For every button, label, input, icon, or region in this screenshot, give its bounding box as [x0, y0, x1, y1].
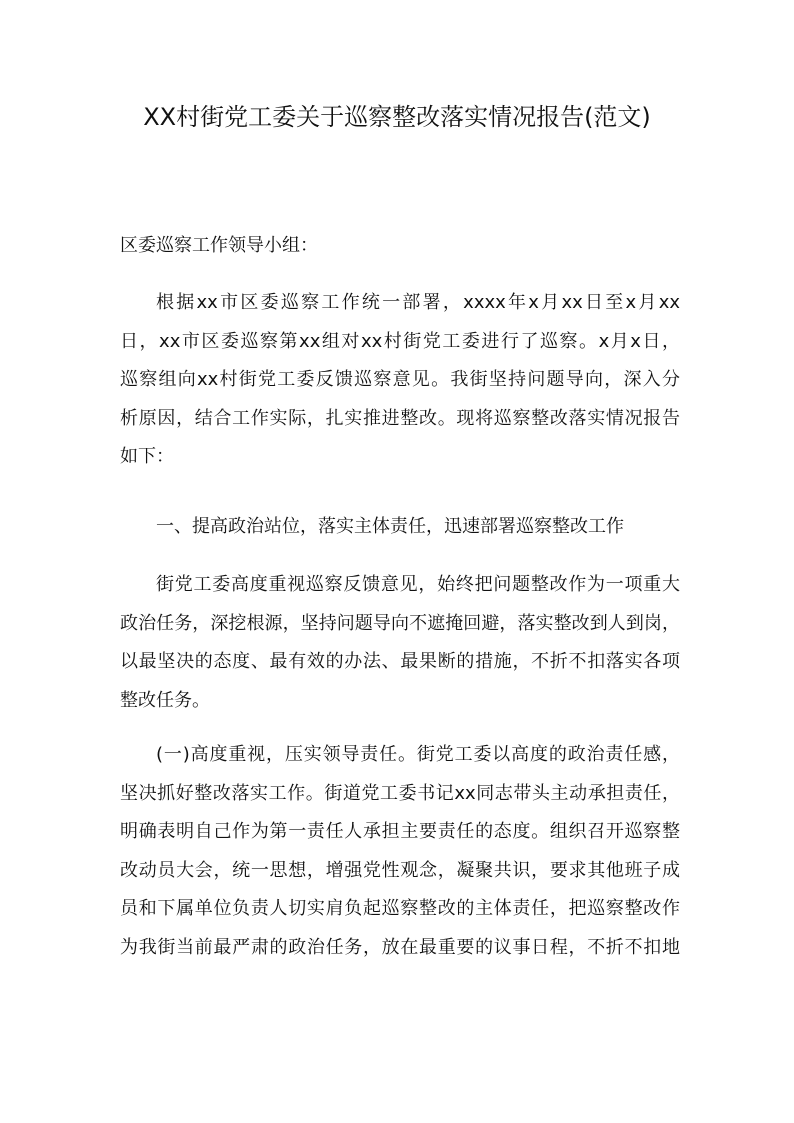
paragraph-section-1: [120, 566, 680, 720]
paragraph-line: 整改任务。: [120, 689, 210, 711]
paragraph-line: 日，xx市区委巡察第xx组对xx村街党工委进行了巡察。x月x日，: [120, 330, 680, 352]
paragraph-line: 政治任务，深挖根源，坚持问题导向不遮掩回避，落实整改到人到岗，: [120, 612, 680, 634]
paragraph-line: 改动员大会，统一思想，增强党性观念，凝聚共识，要求其他班子成: [120, 859, 680, 881]
paragraph-line: (一)高度重视，压实领导责任。街党工委以高度的政治责任感，: [156, 744, 680, 765]
paragraph-line: 根据xx市区委巡察工作统一部署，xxxx年x月xx日至x月xx: [156, 292, 680, 313]
paragraph-line: 街党工委高度重视巡察反馈意见，始终把问题整改作为一项重大: [156, 574, 680, 595]
paragraph-line: 员和下属单位负责人切实肩负起巡察整改的主体责任，把巡察整改作: [120, 898, 680, 919]
document-title: XX村街党工委关于巡察整改落实情况报告(范文): [143, 103, 651, 131]
paragraph-intro: [120, 284, 680, 477]
paragraph-line: 为我街当前最严肃的政治任务，放在最重要的议事日程，不折不扣地: [120, 936, 680, 958]
salutation: 区委巡察工作领导小组：: [120, 235, 318, 256]
paragraph-line: 明确表明自己作为第一责任人承担主要责任的态度。组织召开巡察整: [120, 821, 680, 842]
paragraph-line: 以最坚决的态度、最有效的办法、最果断的措施，不折不扣落实各项: [120, 651, 680, 672]
paragraph-subsection-1: [120, 736, 680, 967]
paragraph-line: 巡察组向xx村街党工委反馈巡察意见。我街坚持问题导向，深入分: [120, 369, 680, 390]
paragraph-line: 析原因，结合工作实际，扎实推进整改。现将巡察整改落实情况报告: [120, 407, 680, 429]
paragraph-line: 如下：: [120, 446, 174, 467]
paragraph-line: 坚决抓好整改落实工作。街道党工委书记xx同志带头主动承担责任，: [120, 782, 680, 804]
section-heading-1: 一、提高政治站位，落实主体责任，迅速部署巡察整改工作: [156, 516, 624, 537]
